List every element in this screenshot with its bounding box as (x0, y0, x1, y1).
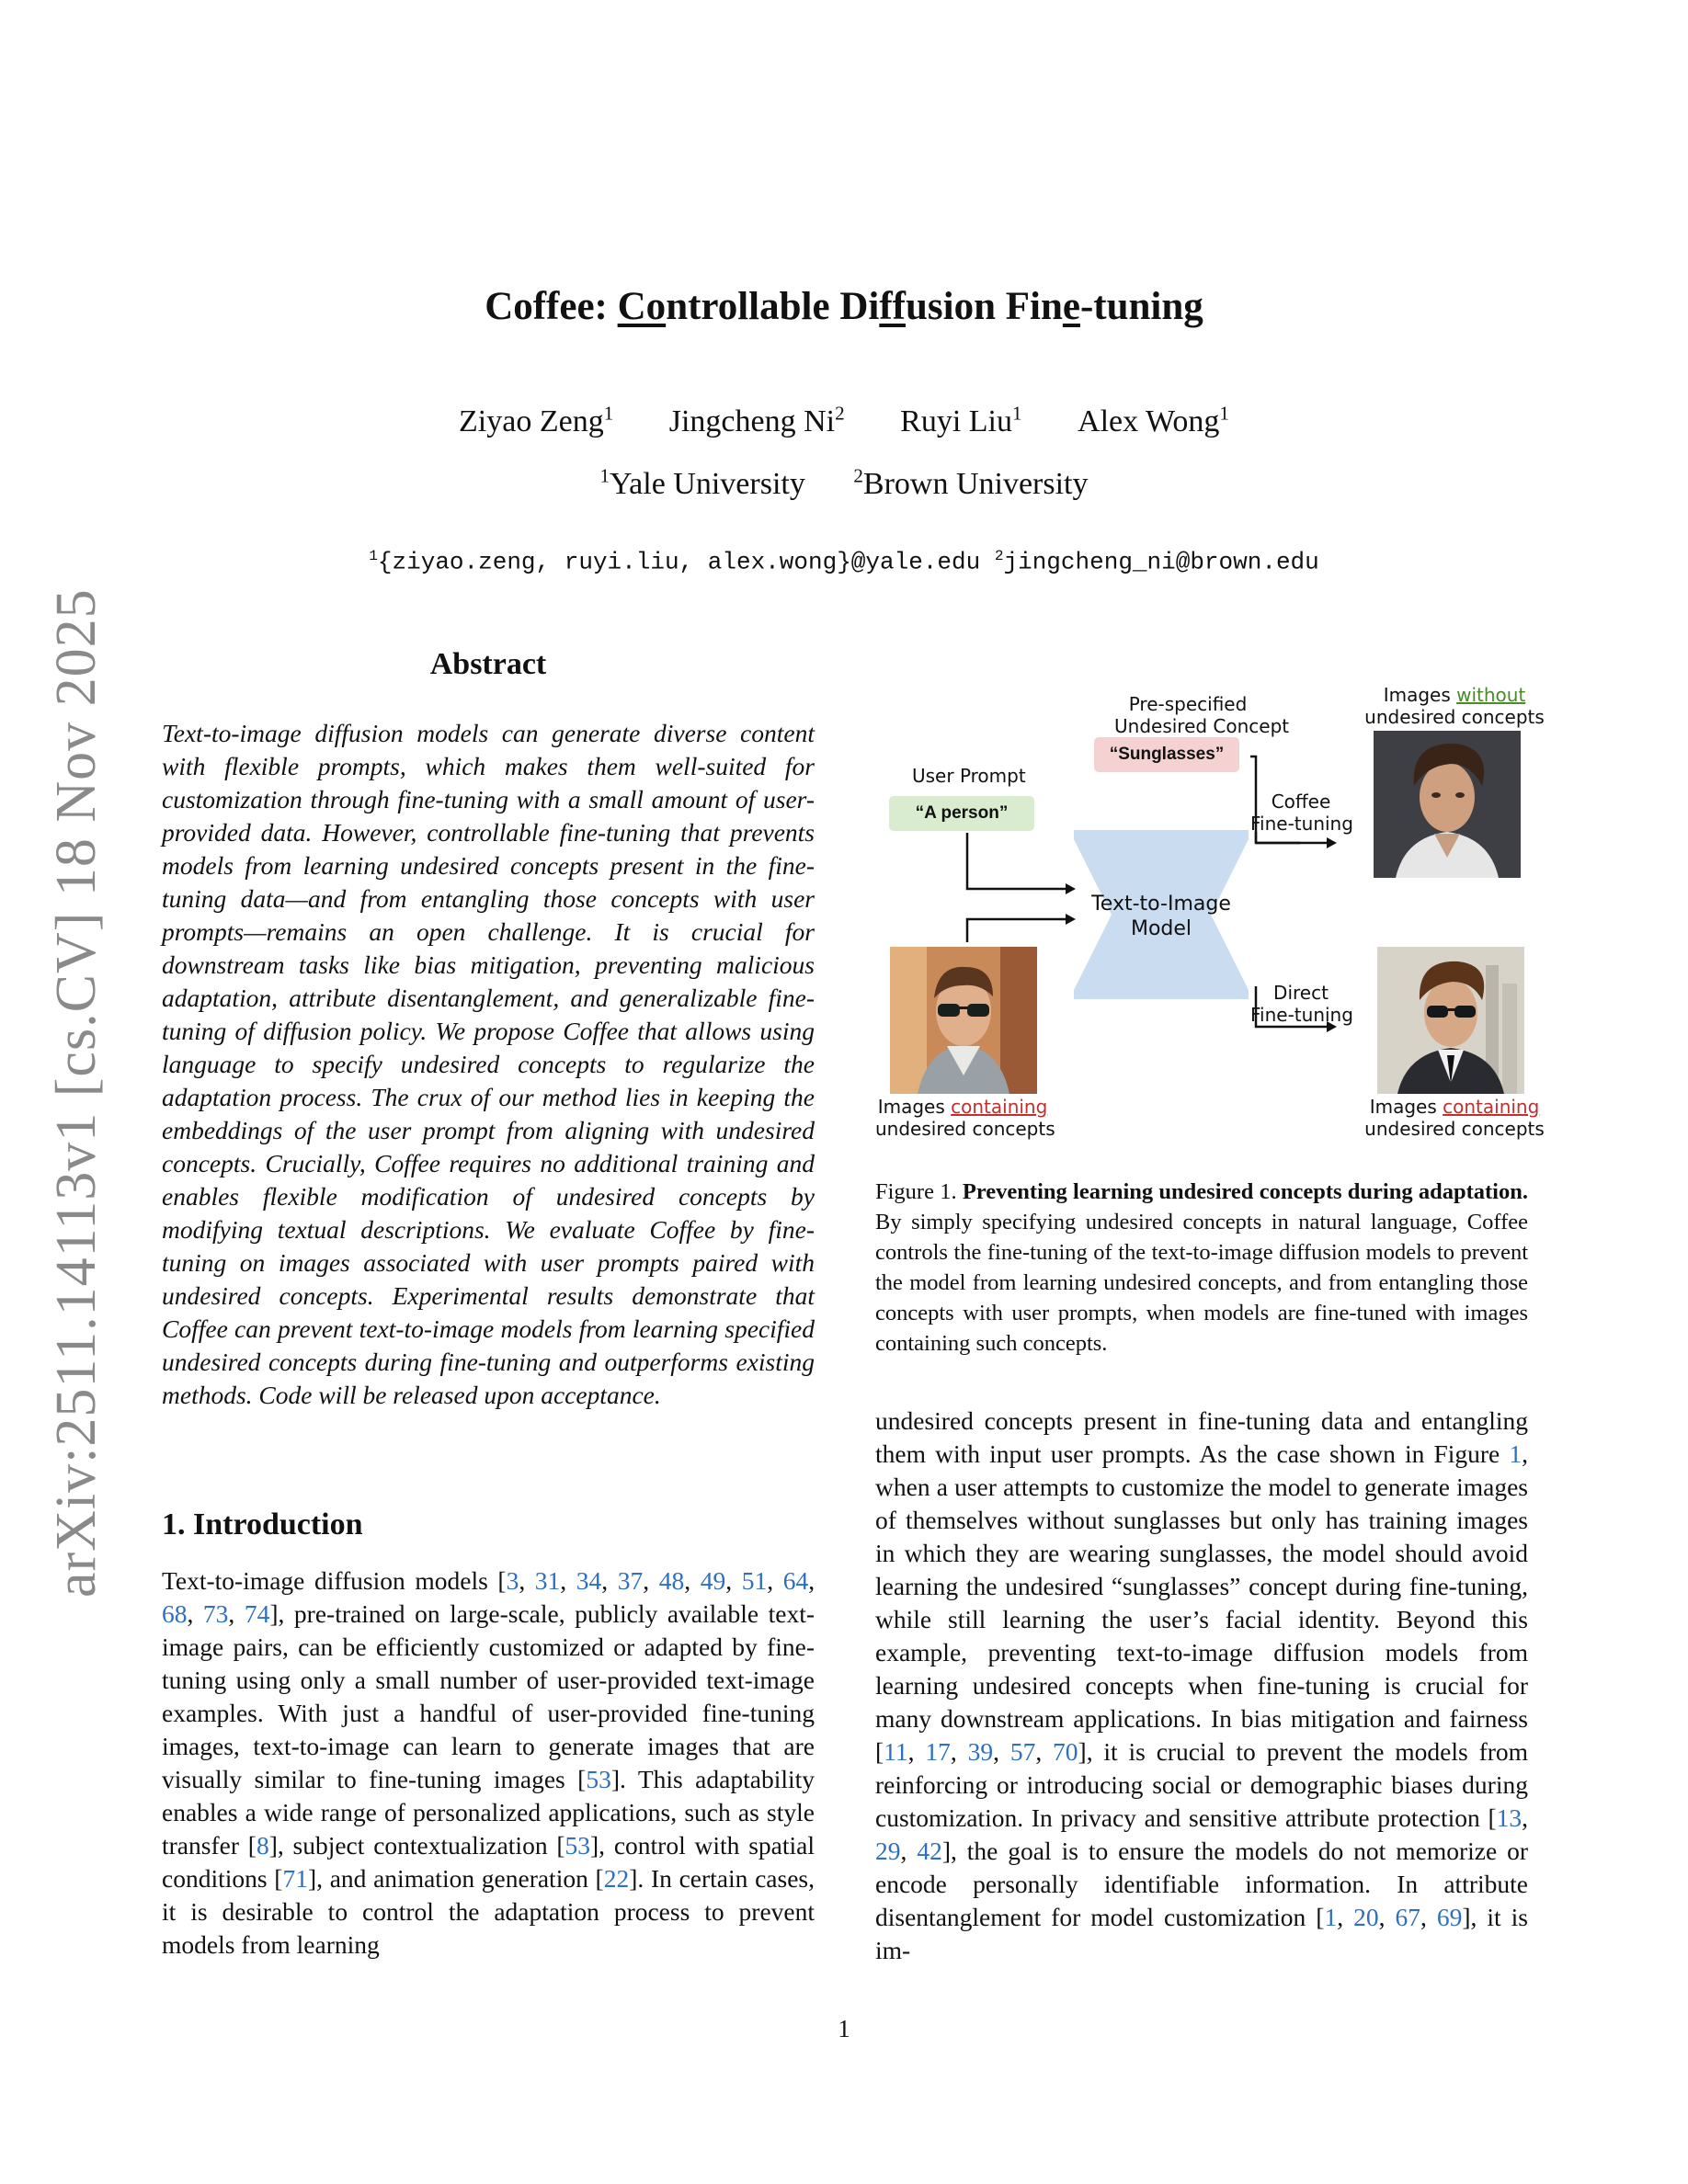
citation-link[interactable]: 20 (1353, 1903, 1379, 1931)
citation-link[interactable]: 71 (282, 1864, 308, 1893)
citation-link[interactable]: 70 (1053, 1737, 1078, 1766)
arxiv-stamp: arXiv:2511.14113v1 [cs.CV] 18 Nov 2025 (45, 588, 108, 1598)
citation-link[interactable]: 64 (782, 1566, 809, 1595)
citation-link[interactable]: 1 (1324, 1903, 1338, 1931)
citation-link[interactable]: 13 (1496, 1803, 1523, 1832)
figure-1 (875, 680, 1556, 1158)
affiliation: $^1$Yale University (599, 465, 805, 502)
input-image-with-sunglasses (890, 947, 1037, 1094)
coffee-output-image (1374, 731, 1521, 878)
citation-link[interactable]: 51 (741, 1566, 768, 1595)
affiliation-list (0, 456, 1688, 505)
citation-link[interactable]: 57 (1009, 1737, 1036, 1766)
sunglasses-pill: “Sunglasses” (1094, 737, 1239, 772)
arrow-image-to-model (967, 919, 1070, 942)
citation-link[interactable]: 8 (256, 1831, 269, 1860)
citation-link[interactable]: 53 (565, 1831, 591, 1860)
input-image-caption: Images containing undesired concepts (875, 1096, 1055, 1140)
email-line: $^1${ziyao.zeng, ruyi.liu, alex.wong}@yale.edu $^2$jingcheng_ni@brown.edu (369, 548, 1319, 576)
citation-link[interactable]: 34 (576, 1566, 602, 1595)
author-list (0, 393, 1688, 442)
user-prompt-label: User Prompt (912, 765, 1026, 787)
abstract-heading: Abstract (429, 647, 547, 681)
figure-1-caption: Figure 1. Preventing learning undesired concepts during adaptation. By simply specifying undesired concepts in natural language, Coffee controls the fine-tuning of the text-to-image diffusion models to prevent the model from learning undesired concepts, and from entangling those concepts with user prompts, when models are fine-tuned with images containing such concepts. (875, 1179, 1528, 1356)
intro-paragraph-right: undesired concepts present in fine-tuning data and entangling them with input user prompts. As the case shown in Figure 1, when a user attempts to customize the model to generate images of themselves without sunglasses but only has training images in which they are wearing sunglasses, the model should avoid learning the undesired “sunglasses” concept during fine-tuning, while still learning the user’s facial identity. Beyond this example, preventing text-to-image diffusion models from learning undesired concepts when fine-tuning is crucial for many downstream applications. In bias mitigation and fairness [11, 17, 39, 57, 70], it is crucial to prevent the models from reinforcing or introducing social or demographic biases during customization. In privacy and sensitive attribute protection [13, 29, 42], the goal is to ensure the models do not memorize or encode personally identifiable information. In attribute disentanglement for model customization [1, 20, 67, 69], it is im- (875, 1406, 1529, 1964)
author: Alex Wong$^1$ (1078, 403, 1229, 439)
citation-link[interactable]: 73 (202, 1599, 229, 1628)
author: Ruyi Liu$^1$ (900, 403, 1022, 439)
intro-heading: 1. Introduction (162, 1507, 363, 1541)
paper-title: Coffee: Controllable Diffusion Fine-tuning (485, 285, 1203, 328)
citation-link[interactable]: 49 (700, 1566, 726, 1595)
coffee-output-caption: Images without undesired concepts (1364, 684, 1545, 728)
citation-link[interactable]: 48 (658, 1566, 685, 1595)
citation-link[interactable]: 37 (617, 1566, 644, 1595)
citation-link[interactable]: 39 (967, 1737, 994, 1766)
direct-output-image (1377, 947, 1524, 1094)
author: Ziyao Zeng$^1$ (459, 403, 614, 439)
pre-specified-label: Pre-specified Undesired Concept (1114, 693, 1290, 737)
citation-link[interactable]: 68 (162, 1599, 188, 1628)
citation-link[interactable]: 53 (586, 1765, 611, 1793)
citation-link[interactable]: 69 (1436, 1903, 1463, 1931)
author: Jingcheng Ni$^2$ (668, 403, 845, 439)
citation-link[interactable]: 42 (917, 1837, 942, 1865)
citation-link[interactable]: 11 (884, 1737, 908, 1766)
citation-link[interactable]: 17 (925, 1737, 951, 1766)
citation-link[interactable]: 31 (534, 1566, 561, 1595)
affiliation: $^2$Brown University (853, 465, 1089, 502)
citation-link[interactable]: 29 (875, 1837, 901, 1865)
citation-link[interactable]: 22 (603, 1864, 630, 1893)
page-number: 1 (838, 2015, 850, 2042)
citation-link[interactable]: 1 (1509, 1439, 1523, 1468)
person-pill: “A person” (889, 796, 1034, 831)
direct-finetuning-label: Direct Fine-tuning (1250, 982, 1353, 1026)
citation-link[interactable]: 3 (506, 1566, 519, 1595)
model-label: Text-to-Image Model (1091, 893, 1231, 940)
intro-paragraph-left: Text-to-image diffusion models [3, 31, 34, 37, 48, 49, 51, 64, 68, 73, 74], pre-trained on large-scale, publicly available text-image pairs, can be efficiently customized or adapted by fine-tuning using only a small number of user-provided text-image examples. With just a handful of user-provided fine-tuning images, text-to-image can learn to generate images that are visually similar to fine-tuning images [53]. This adaptability enables a wide range of personalized applications, such as style transfer [8], subject contextualization [53], control with spatial conditions [71], and animation generation [22]. In certain cases, it is desirable to control the adaptation process to prevent models from learning (162, 1566, 815, 1959)
arrow-prompt-to-model (967, 833, 1070, 889)
abstract-text: Text-to-image diffusion models can generate diverse content with flexible prompts, which makes them well-suited for customization through fine-tuning with a small amount of user-provided data. However, controllable fine-tuning that prevents models from learning undesired concepts present in the fine-tuning data—and from entangling those concepts with user prompts—remains an open challenge. It is crucial for downstream tasks like bias mitigation, preventing malicious adaptation, attribute disentanglement, and generalizable fine-tuning of diffusion policy. We propose Coffee that allows using language to specify undesired concepts to regularize the adaptation process. The crux of our method lies in keeping the embeddings of the user prompt from aligning with undesired concepts. Crucially, Coffee requires no additional training and enables flexible modification of undesired concepts by modifying textual descriptions. We evaluate Coffee by fine-tuning on images associated with user prompts paired with undesired concepts. Experimental results demonstrate that Coffee can prevent text-to-image models from learning specified undesired concepts during fine-tuning and outperforms existing methods. Code will be released upon acceptance. (162, 719, 815, 1409)
citation-link[interactable]: 67 (1395, 1903, 1420, 1931)
coffee-finetuning-label: Coffee Fine-tuning (1250, 791, 1353, 835)
direct-output-caption: Images containing undesired concepts (1364, 1096, 1545, 1140)
citation-link[interactable]: 74 (244, 1599, 270, 1628)
